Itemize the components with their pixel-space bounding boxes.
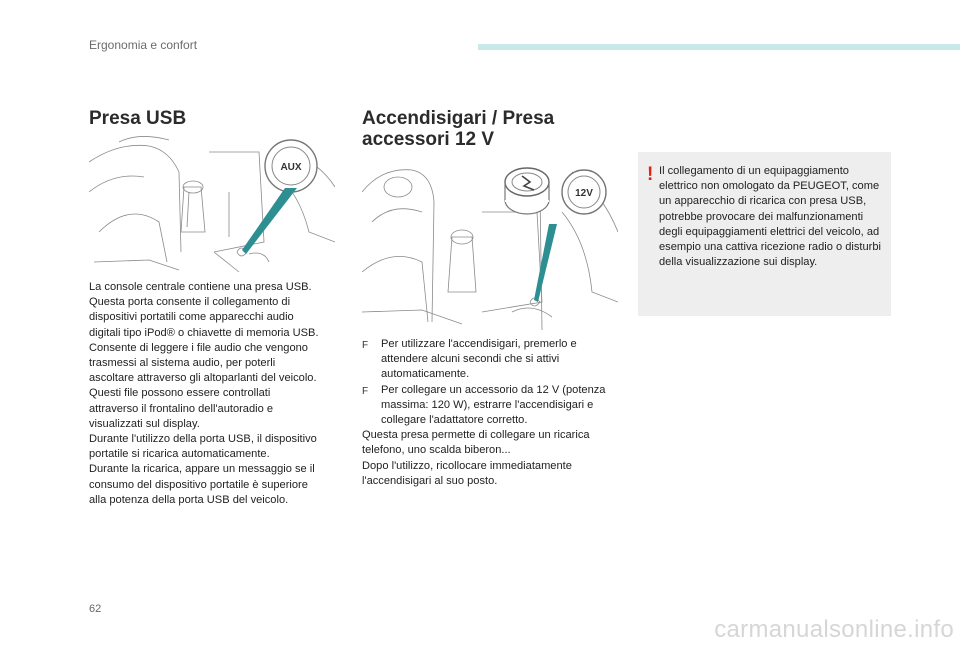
lighter-text [362, 337, 624, 489]
warning-text: Il collegamento di un equipaggiamento elettrico non omologato da PEUGEOT, come un apparecchio di ricarica con presa USB, potrebbe provocare dei malfunzionamenti degli equipaggiamenti elettrici del veicolo, ad esempio una cattiva ricezione radio o disturbi della visualizzazione sui display. [659, 165, 881, 269]
usb-line: Questi file possono essere controllati [89, 387, 271, 400]
usb-line: attraverso il frontalino dell'autoradio e [89, 402, 274, 415]
page-number: 62 [89, 603, 102, 615]
lighter-paragraph: Questa presa permette di collegare un ricarica telefono, uno scalda biberon... [362, 429, 590, 457]
usb-line: La console centrale contiene una presa USB. [89, 281, 312, 293]
usb-line: consumo del dispositivo portatile è superiore [89, 478, 308, 491]
footer-watermark: carmanualsonline.info [714, 616, 954, 643]
usb-illustration [89, 132, 335, 274]
usb-line: Questa porta consente il collegamento di [89, 296, 291, 309]
usb-line: Durante la ricarica, appare un messaggio se il [89, 463, 315, 476]
usb-line: digitali tipo iPod® o chiavette di memoria USB. [89, 326, 319, 339]
usb-line: ascoltare attraverso gli altoparlanti del veicolo. [89, 372, 317, 385]
bullet-item [362, 337, 624, 383]
usb-line: dispositivi portatili come apparecchi audio [89, 311, 294, 324]
warning-box [638, 152, 891, 316]
bullet-text: Per collegare un accessorio da 12 V (potenza massima: 120 W), estrarre l'accendisigari e collegare l'adattatore corretto. [381, 383, 606, 427]
warning-icon: ! [647, 164, 654, 185]
usb-line: alla potenza della porta USB del veicolo. [89, 493, 289, 506]
usb-title: Presa USB [89, 108, 187, 129]
aux-label: AUX [280, 162, 302, 173]
usb-line: visualizzati sul display. [89, 417, 200, 430]
usb-line: Consente di leggere i file audio che vengono [89, 341, 308, 354]
bullet-marker: F [362, 385, 369, 397]
bullet-marker: F [362, 340, 369, 351]
bullet-item [362, 383, 624, 429]
lighter-title: Accendisigari / Presa accessori 12 V [362, 108, 555, 150]
usb-line: portatile si ricarica automaticamente. [89, 448, 270, 461]
usb-line: Durante l'utilizzo della porta USB, il dispositivo [89, 433, 317, 446]
lighter-paragraph: Dopo l'utilizzo, ricollocare immediatamente l'accendisigari al suo posto. [362, 459, 572, 487]
header-accent-bar [478, 44, 960, 50]
usb-text [89, 280, 347, 508]
section-header: Ergonomia e confort [89, 38, 198, 52]
12v-label: 12V [575, 188, 593, 199]
bullet-text: Per utilizzare l'accendisigari, premerlo e attendere alcuni secondi che si attivi automaticamente. [381, 338, 577, 381]
lighter-illustration [362, 152, 618, 330]
usb-line: trasmessi al sistema audio, per poterli [89, 357, 276, 370]
